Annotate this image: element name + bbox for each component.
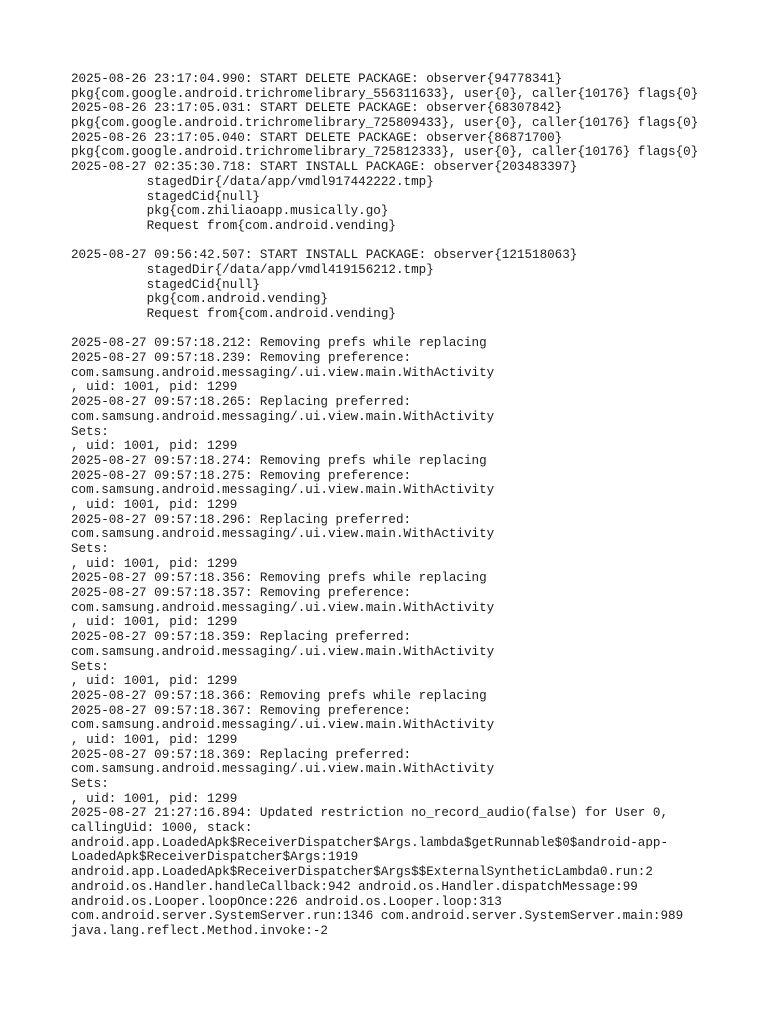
log-line: pkg{com.google.android.trichromelibrary_725812333}, user{0}, caller{10176} flags{0} (71, 145, 699, 160)
log-line: android.os.Handler.handleCallback:942 android.os.Handler.dispatchMessage:99 (71, 879, 638, 894)
log-line: 2025-08-27 09:57:18.274: Removing prefs while replacing (71, 453, 487, 468)
log-line: 2025-08-27 09:57:18.357: Removing preference: (71, 586, 412, 601)
log-line: 2025-08-27 09:57:18.356: Removing prefs while replacing (71, 571, 487, 586)
log-line: 2025-08-27 09:57:18.359: Replacing preferred: (71, 630, 412, 645)
log-line: pkg{com.android.vending} (71, 292, 328, 307)
log-line (71, 322, 761, 337)
log-line: android.app.LoadedApk$ReceiverDispatcher$Args$$ExternalSyntheticLambda0.run:2 (71, 865, 653, 880)
log-line: Sets: (71, 777, 109, 791)
log-line: com.samsung.android.messaging/.ui.view.main.WithActivity (71, 644, 495, 659)
log-line: 2025-08-27 09:57:18.239: Removing preference: (71, 351, 412, 366)
log-line: , uid: 1001, pid: 1299 (71, 615, 238, 630)
log-line: , uid: 1001, pid: 1299 (71, 674, 238, 689)
log-line: , uid: 1001, pid: 1299 (71, 380, 238, 395)
log-line: Sets: (71, 542, 109, 556)
log-line: pkg{com.zhiliaoapp.musically.go} (71, 204, 389, 219)
log-line: android.os.Looper.loopOnce:226 android.os.Looper.loop:313 (71, 894, 502, 909)
log-line: 2025-08-26 23:17:05.031: START DELETE PACKAGE: observer{68307842} (71, 101, 563, 116)
log-line: com.samsung.android.messaging/.ui.view.main.WithActivity (71, 600, 495, 615)
log-line: stagedDir{/data/app/vmdl917442222.tmp} (71, 174, 434, 189)
log-line: com.samsung.android.messaging/.ui.view.main.WithActivity (71, 762, 495, 777)
log-line: pkg{com.google.android.trichromelibrary_725809433}, user{0}, caller{10176} flags{0} (71, 116, 699, 131)
log-line: 2025-08-27 09:56:42.507: START INSTALL PACKAGE: observer{121518063} (71, 248, 578, 263)
log-line: pkg{com.google.android.trichromelibrary_556311633}, user{0}, caller{10176} flags{0} (71, 86, 699, 101)
log-line: com.samsung.android.messaging/.ui.view.main.WithActivity (71, 365, 495, 380)
log-line: 2025-08-27 02:35:30.718: START INSTALL PACKAGE: observer{203483397} (71, 160, 578, 175)
log-line: stagedCid{null} (71, 277, 260, 292)
log-line: , uid: 1001, pid: 1299 (71, 497, 238, 512)
log-line: android.app.LoadedApk$ReceiverDispatcher$Args.lambda$getRunnable$0$android-app- (71, 835, 669, 850)
log-line: com.samsung.android.messaging/.ui.view.main.WithActivity (71, 409, 495, 424)
log-line: Sets: (71, 424, 109, 439)
log-line: Request from{com.android.vending} (71, 218, 396, 233)
log-line: stagedDir{/data/app/vmdl419156212.tmp} (71, 262, 434, 277)
log-line: 2025-08-27 09:57:18.265: Replacing preferred: (71, 395, 412, 410)
log-line: Request from{com.android.vending} (71, 307, 396, 321)
log-line (71, 234, 761, 249)
log-line: , uid: 1001, pid: 1299 (71, 439, 238, 454)
log-line: 2025-08-27 21:27:16.894: Updated restriction no_record_audio(false) for User 0, (71, 806, 669, 821)
log-line: 2025-08-27 09:57:18.367: Removing preference: (71, 703, 412, 718)
log-line: 2025-08-27 09:57:18.366: Removing prefs while replacing (71, 688, 487, 703)
log-line: java.lang.reflect.Method.invoke:-2 (71, 923, 328, 938)
log-line: com.samsung.android.messaging/.ui.view.main.WithActivity (71, 483, 495, 498)
log-line: 2025-08-26 23:17:04.990: START DELETE PACKAGE: observer{94778341} (71, 72, 563, 86)
log-line: , uid: 1001, pid: 1299 (71, 556, 238, 571)
log-line: com.samsung.android.messaging/.ui.view.main.WithActivity (71, 527, 495, 542)
log-line: 2025-08-27 09:57:18.296: Replacing preferred: (71, 512, 412, 527)
log-line: , uid: 1001, pid: 1299 (71, 732, 238, 747)
log-line: 2025-08-27 09:57:18.212: Removing prefs while replacing (71, 336, 487, 351)
log-line: LoadedApk$ReceiverDispatcher$Args:1919 (71, 850, 359, 865)
log-line: 2025-08-26 23:17:05.040: START DELETE PACKAGE: observer{86871700} (71, 130, 563, 145)
log-line: com.android.server.SystemServer.run:1346 com.android.server.SystemServer.main:989 (71, 909, 684, 924)
log-line: callingUid: 1000, stack: (71, 821, 253, 836)
log-line: Sets: (71, 659, 109, 674)
log-line: stagedCid{null} (71, 189, 260, 204)
log-line: 2025-08-27 09:57:18.275: Removing preference: (71, 468, 412, 483)
log-line: 2025-08-27 09:57:18.369: Replacing preferred: (71, 747, 412, 762)
log-line: com.samsung.android.messaging/.ui.view.main.WithActivity (71, 718, 495, 733)
log-text-block (71, 72, 761, 939)
log-line: , uid: 1001, pid: 1299 (71, 791, 238, 806)
